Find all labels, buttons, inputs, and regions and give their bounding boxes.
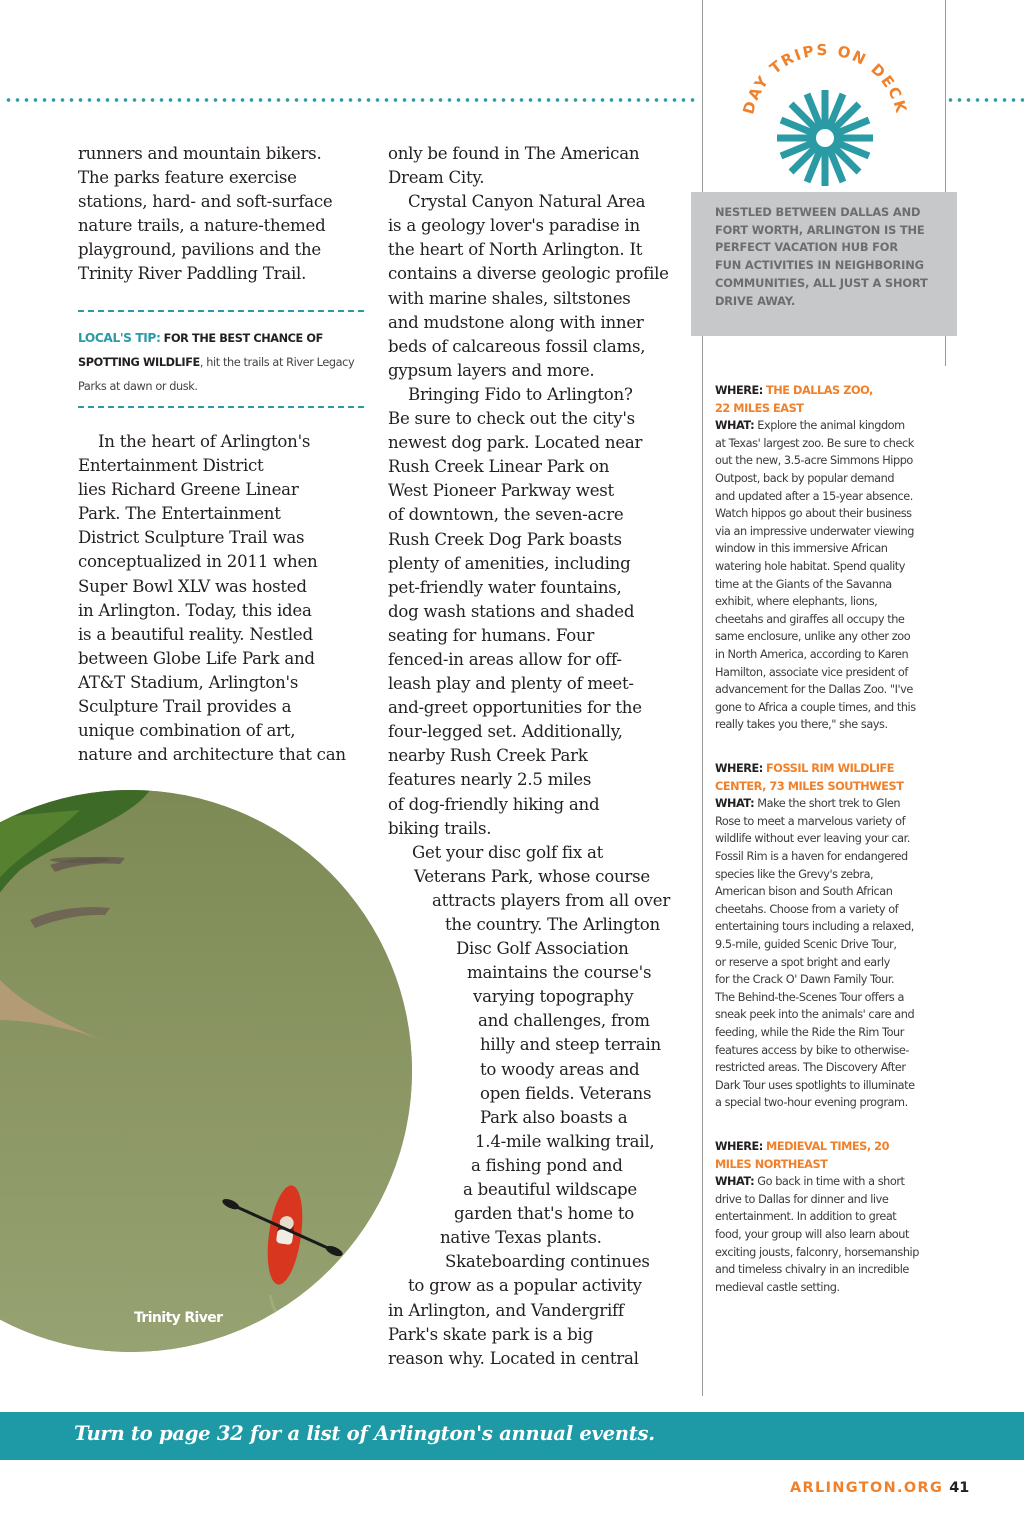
text-line: NESTLED BETWEEN DALLAS AND xyxy=(715,205,921,219)
text-line: or reserve a spot bright and early xyxy=(715,955,890,969)
text-line: hilly and steep terrain xyxy=(480,1035,661,1055)
text-line: runners and mountain bikers. xyxy=(78,144,322,163)
text-line: Disc Golf Association xyxy=(456,939,629,959)
text-line: and updated after a 15-year absence. xyxy=(715,489,913,503)
trip-fossil-rim xyxy=(715,760,955,1112)
where-label: WHERE: xyxy=(715,384,763,397)
text-line: American bison and South African xyxy=(715,885,893,899)
locals-tip-label: LOCAL'S TIP: xyxy=(78,331,161,345)
locals-tip-bold-1: FOR THE BEST CHANCE OF xyxy=(163,332,323,345)
text-line: and timeless chivalry in an incredible xyxy=(715,1263,909,1277)
text-line: between Globe Life Park and xyxy=(78,648,315,668)
text-line: exhibit, where elephants, lions, xyxy=(715,595,878,609)
text-line: advancement for the Dallas Zoo. "I've xyxy=(715,683,913,697)
text-line: for the Crack O' Dawn Family Tour. xyxy=(715,973,895,987)
text-line: open fields. Veterans xyxy=(480,1083,652,1103)
text-line: Fossil Rim is a haven for endangered xyxy=(715,849,908,863)
text-line: features nearly 2.5 miles xyxy=(388,770,592,790)
text-line: gypsum layers and more. xyxy=(388,360,595,380)
text-line: PERFECT VACATION HUB FOR xyxy=(715,240,898,255)
text-line: Park's skate park is a big xyxy=(388,1324,593,1344)
text-line: attracts players from all over xyxy=(432,890,671,910)
text-line: entertaining tours including a relaxed, xyxy=(715,920,914,934)
sidebar-intro-text xyxy=(715,204,953,310)
page-footer xyxy=(790,1480,969,1496)
text-line: cheetahs. Choose from a variety of xyxy=(715,902,899,916)
text-line: unique combination of art, xyxy=(78,721,296,741)
text-line: Trinity River Paddling Trail. xyxy=(78,264,307,284)
where-value: FOSSIL RIM WILDLIFE xyxy=(766,762,895,775)
text-line: 9.5-mile, guided Scenic Drive Tour, xyxy=(715,937,897,951)
text-line: Entertainment District xyxy=(78,456,264,476)
top-dotted-rule xyxy=(4,97,698,103)
text-line: to grow as a popular activity xyxy=(408,1276,642,1296)
text-line: four-legged set. Additionally, xyxy=(388,722,623,742)
trinity-river-photo xyxy=(0,790,412,1352)
text-line: exciting jousts, falconry, horsemanship xyxy=(715,1245,919,1259)
trip-dallas-zoo xyxy=(715,382,955,734)
day-trips-logo xyxy=(730,40,920,190)
text-line: with marine shales, siltstones xyxy=(388,288,631,308)
text-line: Dark Tour uses spotlights to illuminate xyxy=(715,1078,915,1092)
text-line: pet-friendly water fountains, xyxy=(388,577,622,597)
text-line: dog wash stations and shaded xyxy=(388,601,635,621)
text-line: nearby Rush Creek Park xyxy=(388,746,588,766)
where-label: WHERE: xyxy=(715,1140,763,1153)
text-line: is a beautiful reality. Nestled xyxy=(78,624,313,644)
text-line: sneak peek into the animals' care and xyxy=(715,1008,915,1022)
text-line: seating for humans. Four xyxy=(388,625,595,645)
text-line: in Arlington. Today, this idea xyxy=(78,600,312,620)
text-line: really takes you there," she says. xyxy=(715,718,888,732)
text-line: a special two-hour evening program. xyxy=(715,1096,908,1110)
text-line: drive to Dallas for dinner and live xyxy=(715,1192,889,1206)
text-line: Super Bowl XLV was hosted xyxy=(78,576,307,596)
river-kayak-illustration xyxy=(0,790,412,1352)
text-line: plenty of amenities, including xyxy=(388,553,631,573)
locals-tip-text xyxy=(78,326,364,399)
day-trips-logo-text: DAY TRIPS ON DECK xyxy=(739,40,911,117)
text-line: watering hole habitat. Spend quality xyxy=(715,559,906,573)
text-line: District Sculpture Trail was xyxy=(78,528,305,548)
what-label: WHAT: xyxy=(715,419,755,433)
text-line: and challenges, from xyxy=(478,1011,650,1031)
text-line: Park. The Entertainment xyxy=(78,504,281,524)
text-line: FORT WORTH, ARLINGTON IS THE xyxy=(715,222,925,237)
what-text: Explore the animal kingdom xyxy=(757,419,905,433)
text-line: garden that's home to xyxy=(454,1204,635,1224)
text-line: playground, pavilions and the xyxy=(78,240,321,260)
text-line: out the new, 3.5-acre Simmons Hippo xyxy=(715,454,913,468)
text-line: Rush Creek Linear Park on xyxy=(388,457,610,477)
what-text: Go back in time with a short xyxy=(757,1175,905,1189)
text-line: and mudstone along with inner xyxy=(388,312,644,332)
text-line: Rose to meet a marvelous variety of xyxy=(715,814,906,828)
text-line: time at the Giants of the Savanna xyxy=(715,577,892,591)
footer-site: ARLINGTON.ORG xyxy=(790,1480,944,1496)
text-line: of dog-friendly hiking and xyxy=(388,794,600,814)
text-line: FUN ACTIVITIES IN NEIGHBORING xyxy=(715,258,924,273)
where-label: WHERE: xyxy=(715,762,763,775)
text-line: features access by bike to otherwise- xyxy=(715,1043,910,1057)
text-line: same enclosure, unlike any other zoo xyxy=(715,630,911,644)
trip-medieval-times xyxy=(715,1138,955,1296)
what-label: WHAT: xyxy=(715,1175,755,1189)
text-line: beds of calcareous fossil clams, xyxy=(388,336,646,356)
text-line: nature and architecture that can xyxy=(78,745,346,765)
text-line: Outpost, back by popular demand xyxy=(715,471,895,485)
text-line: leash play and plenty of meet- xyxy=(388,674,634,694)
text-line: restricted areas. The Discovery After xyxy=(715,1061,906,1075)
where-value: 22 MILES EAST xyxy=(715,401,804,415)
photo-caption: Trinity River xyxy=(134,1310,223,1326)
text-line: Get your disc golf fix at xyxy=(412,842,604,862)
text-line: contains a diverse geologic profile xyxy=(388,264,669,284)
text-line: lies Richard Greene Linear xyxy=(78,480,299,500)
text-line: at Texas' largest zoo. Be sure to check xyxy=(715,436,914,450)
text-line: only be found in The American xyxy=(388,144,640,163)
text-line: stations, hard- and soft-surface xyxy=(78,192,333,212)
text-line: feeding, while the Ride the Rim Tour xyxy=(715,1025,904,1039)
text-line: gone to Africa a couple times, and this xyxy=(715,700,916,714)
text-line: Skateboarding continues xyxy=(445,1252,650,1272)
locals-tip-box xyxy=(78,310,364,408)
text-line: native Texas plants. xyxy=(440,1228,602,1248)
text-line: food, your group will also learn about xyxy=(715,1227,909,1241)
text-line: nature trails, a nature-themed xyxy=(78,216,326,236)
text-line: Sculpture Trail provides a xyxy=(78,697,292,717)
text-line: species like the Grevy's zebra, xyxy=(715,867,874,881)
text-line: a fishing pond and xyxy=(471,1155,623,1175)
text-line: reason why. Located in central xyxy=(388,1348,639,1368)
locals-tip-bold-2: SPOTTING WILDLIFE xyxy=(78,356,200,369)
text-line: fenced-in areas allow for off- xyxy=(388,649,622,669)
column-2-text xyxy=(388,142,688,1371)
text-line: DRIVE AWAY. xyxy=(715,293,796,308)
text-line: maintains the course's xyxy=(467,963,652,983)
text-line: AT&T Stadium, Arlington's xyxy=(78,672,299,692)
text-line: a beautiful wildscape xyxy=(463,1180,637,1200)
text-line: wildlife without ever leaving your car. xyxy=(715,832,910,846)
text-line: is a geology lover's paradise in xyxy=(388,216,640,236)
text-line: Bringing Fido to Arlington? xyxy=(408,384,633,404)
column-1-top-text xyxy=(78,142,368,287)
events-banner xyxy=(0,1412,1024,1460)
text-line: the country. The Arlington xyxy=(445,915,660,934)
text-line: varying topography xyxy=(473,987,634,1007)
text-line: West Pioneer Parkway west xyxy=(388,481,614,501)
text-line: and-greet opportunities for the xyxy=(388,698,642,718)
text-line: Watch hippos go about their business xyxy=(715,507,912,521)
text-line: Dream City. xyxy=(388,168,485,188)
text-line: Veterans Park, whose course xyxy=(414,866,650,886)
text-line: Crystal Canyon Natural Area xyxy=(408,192,646,212)
where-value: THE DALLAS ZOO, xyxy=(766,384,873,397)
text-line: to woody areas and xyxy=(480,1059,640,1079)
text-line: In the heart of Arlington's xyxy=(98,432,311,451)
text-line: window in this immersive African xyxy=(715,542,888,556)
text-line: in North America, according to Karen xyxy=(715,647,909,661)
what-label: WHAT: xyxy=(715,797,755,811)
text-line: in Arlington, and Vandergriff xyxy=(388,1300,624,1320)
text-line: Be sure to check out the city's xyxy=(388,409,635,429)
text-line: via an impressive underwater viewing xyxy=(715,524,914,538)
sidebar-right-rule xyxy=(945,0,946,192)
sidebar-intro-box xyxy=(691,192,957,336)
text-line: medieval castle setting. xyxy=(715,1280,840,1294)
text-line: of downtown, the seven-acre xyxy=(388,505,624,525)
text-line: The Behind-the-Scenes Tour offers a xyxy=(715,990,904,1004)
text-line: biking trails. xyxy=(388,818,492,838)
what-text: Make the short trek to Glen xyxy=(757,797,901,811)
text-line: COMMUNITIES, ALL JUST A SHORT xyxy=(715,275,928,290)
text-line: entertainment. In addition to great xyxy=(715,1210,897,1224)
where-value: CENTER, 73 MILES SOUTHWEST xyxy=(715,779,904,793)
text-line: Hamilton, associate vice president of xyxy=(715,665,908,679)
text-line: Rush Creek Dog Park boasts xyxy=(388,529,622,549)
events-banner-text: Turn to page 32 for a list of Arlington's annual events. xyxy=(74,1422,655,1445)
text-line: newest dog park. Located near xyxy=(388,433,643,453)
text-line: 1.4-mile walking trail, xyxy=(475,1131,655,1151)
where-value: MILES NORTHEAST xyxy=(715,1157,828,1171)
sidebar-right-rule-lower xyxy=(945,336,946,366)
where-value: MEDIEVAL TIMES, 20 xyxy=(766,1140,889,1153)
text-line: conceptualized in 2011 when xyxy=(78,552,318,572)
text-line: Park also boasts a xyxy=(480,1107,628,1127)
locals-tip-line-3: Parks at dawn or dusk. xyxy=(78,380,198,393)
text-line: the heart of North Arlington. It xyxy=(388,240,643,260)
star-burst-icon xyxy=(777,90,873,186)
locals-tip-rest: , hit the trails at River Legacy xyxy=(199,356,355,369)
column-1-mid-text xyxy=(78,430,368,767)
text-line: cheetahs and giraffes all occupy the xyxy=(715,612,905,626)
page-number: 41 xyxy=(949,1480,970,1496)
text-line: The parks feature exercise xyxy=(78,168,297,188)
sidebar-dotted-rule xyxy=(946,97,1024,103)
